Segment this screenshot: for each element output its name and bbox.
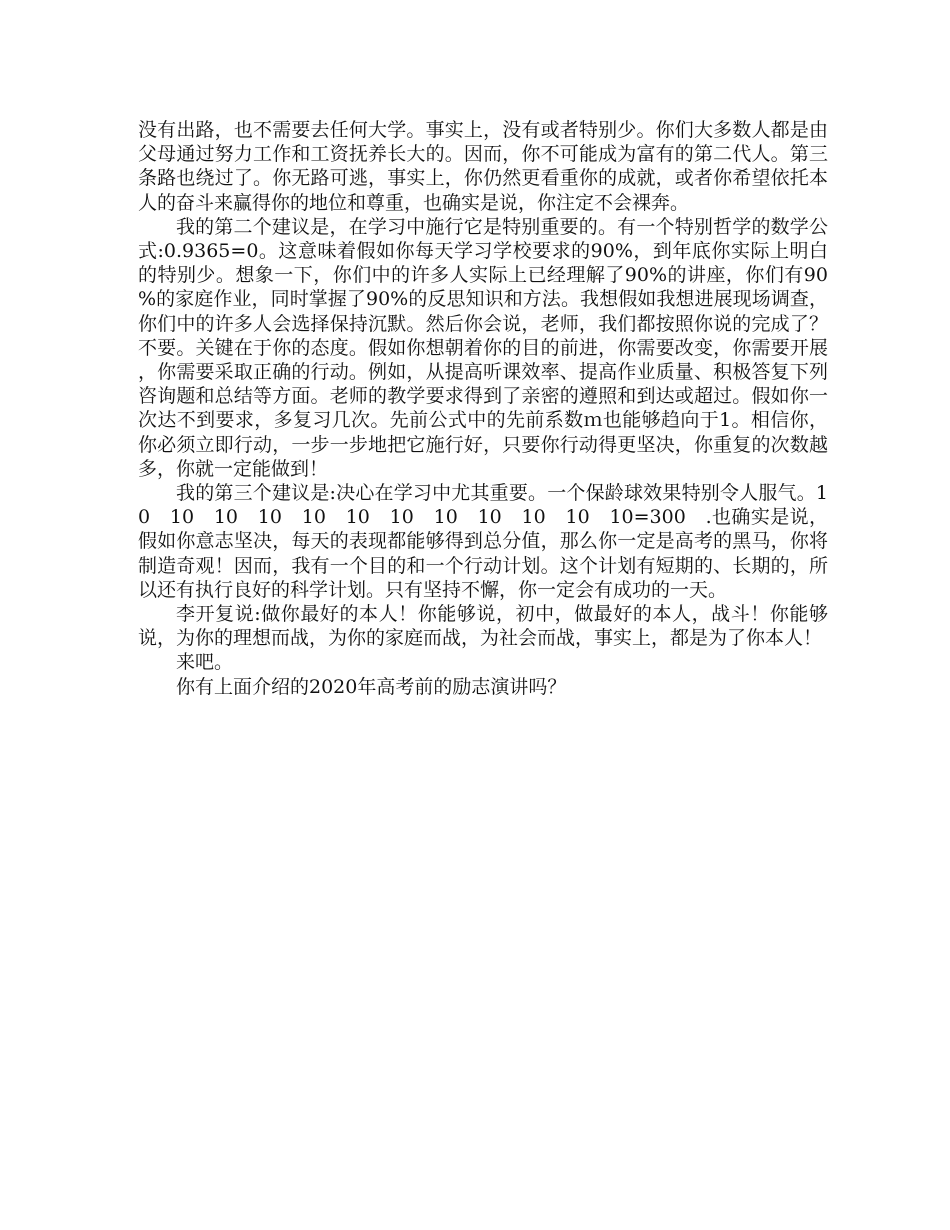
paragraph-second-suggestion: 我的第二个建议是，在学习中施行它是特别重要的。有一个特别哲学的数学公式:0.9365=0。这意味着假如你每天学习学校要求的90%，到年底你实际上明白的特别少。想象一下，你们中的许多人实际上已经理解了90%的讲座，你们有90%的家庭作业，同时掌握了90%的反思知识和方法。我想假如我想进展现场调查，你们中的许多人会选择保持沉默。然后你会说，老师，我们都按照你说的完成了？不要。关键在于你的态度。假如你想朝着你的目的前进，你需要改变，你需要开展，你需要采取正确的行动。例如，从提高听课效率、提高作业质量、积极答复下列咨询题和总结等方面。老师的教学要求得到了亲密的遵照和到达或超过。假如你一次达不到要求，多复习几次。先前公式中的先前系数ｍ也能够趋向于1。相信你，你必须立即行动，一步一步地把它施行好，只要你行动得更坚决，你重复的次数越多，你就一定能做到！: [138, 215, 828, 480]
document-page: [138, 118, 828, 699]
paragraph-come-on: 来吧。: [176, 651, 234, 674]
paragraph-third-suggestion: 我的第三个建议是:决心在学习中尤其重要。一个保龄球效果特别令人服气。10 10 10 10 10 10 10 10 10 10 10 10=300 .也确实是说，假如你意志坚决，每天的表现都能够得到总分值，那么你一定是高考的黑马，你将制造奇观！因而，我有一个目的和一个行动计划。这个计划有短期的、长期的，所以还有执行良好的科学计划。只有坚持不懈，你一定会有成功的一天。: [138, 482, 828, 601]
paragraph-closing-question: 你有上面介绍的2020年高考前的励志演讲吗？: [176, 675, 567, 698]
paragraph-continuation: 没有出路，也不需要去任何大学。事实上，没有或者特别少。你们大多数人都是由父母通过努力工作和工资抚养长大的。因而，你不可能成为富有的第二代人。第三条路也绕过了。你无路可逃，事实上，你仍然更看重你的成就，或者你希望依托本人的奋斗来赢得你的地位和尊重，也确实是说，你注定不会裸奔。: [138, 119, 828, 214]
paragraph-quote: 李开复说:做你最好的本人！你能够说，初中，做最好的本人，战斗！你能够说，为你的理想而战，为你的家庭而战，为社会而战，事实上，都是为了你本人！: [138, 603, 828, 650]
